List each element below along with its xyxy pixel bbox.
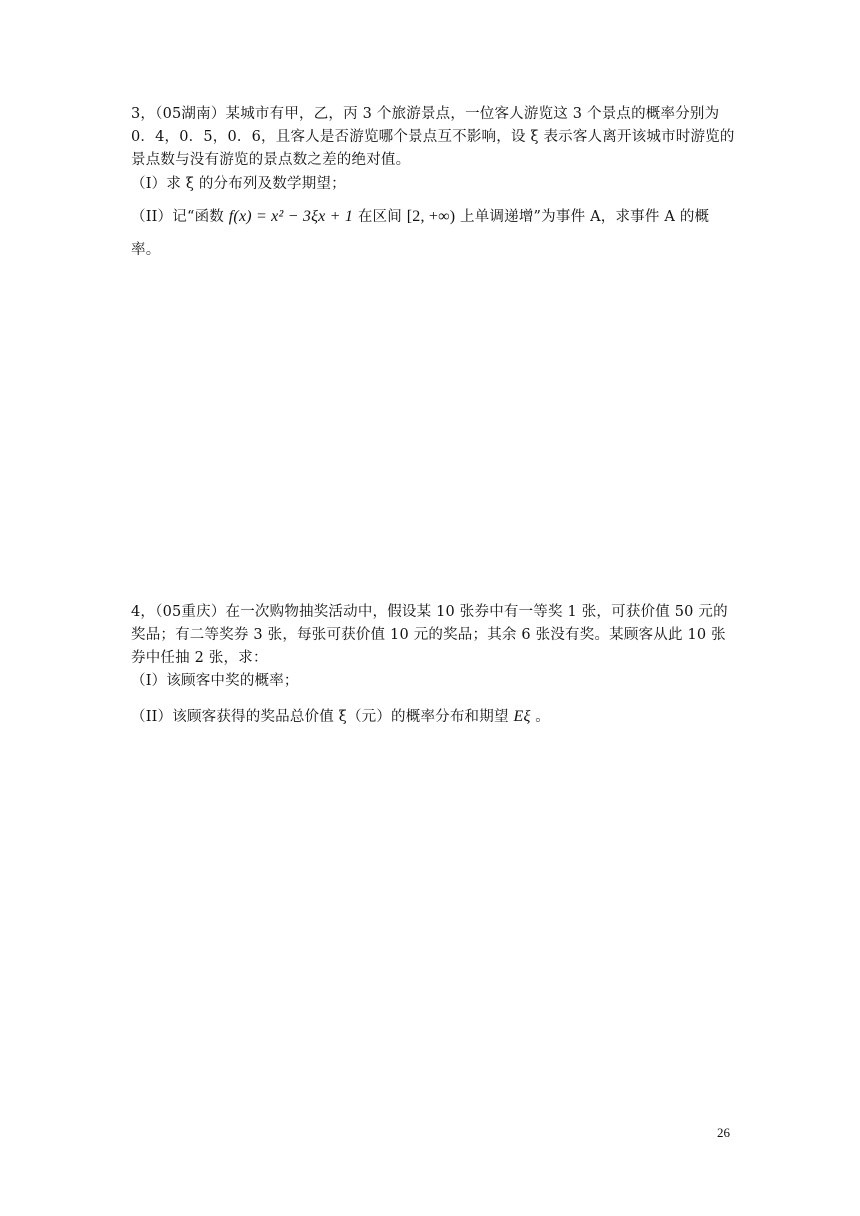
problem4-part2-prefix: （II）该顾客获得的奖品总价值 ξ（元）的概率分布和期望 <box>131 709 514 725</box>
problem3-part2-continuation: 率。 <box>131 242 161 258</box>
problem4-part2-suffix: 。 <box>530 709 551 725</box>
problem3-line2: 0．4，0．5，0．6，且客人是否游览哪个景点互不影响，设 ξ 表示客人离开该城市时游览的 <box>131 129 735 145</box>
problem3-function-formula: f(x) = x² − 3ξx + 1 <box>228 208 354 225</box>
problem3-line3: 景点数与没有游览的景点数之差的绝对值。 <box>131 152 411 168</box>
problem4-expectation-symbol: Eξ <box>513 708 531 725</box>
page-number: 26 <box>717 1125 730 1140</box>
problem3-part2-mid: 在区间 <box>353 209 407 225</box>
problem4-line1: 4，（05重庆）在一次购物抽奖活动中，假设某 10 张券中有一等奖 1 张，可获价值 50 元的 <box>131 604 728 620</box>
problem3-part2-prefix: （II）记“函数 <box>131 209 229 225</box>
problem3-part2-suffix: 上单调递增”为事件 A，求事件 A 的概 <box>455 209 710 225</box>
problem3-part2 <box>131 206 731 228</box>
problem3-line1: 3，（05湖南）某城市有甲，乙，丙 3 个旅游景点，一位客人游览这 3 个景点的概率分别为 <box>131 106 720 122</box>
problem3-part1: （I）求 ξ 的分布列及数学期望； <box>131 176 346 192</box>
problem4-line3: 券中任抽 2 张，求： <box>131 650 268 666</box>
problem4-line2: 奖品；有二等奖券 3 张，每张可获价值 10 元的奖品；其余 6 张没有奖。某顾客从此 10 张 <box>131 627 726 643</box>
problem4-part1: （I）该顾客中奖的概率； <box>131 673 299 689</box>
problem4-part2 <box>131 706 731 728</box>
problem3-interval: [2, +∞) <box>406 208 456 225</box>
